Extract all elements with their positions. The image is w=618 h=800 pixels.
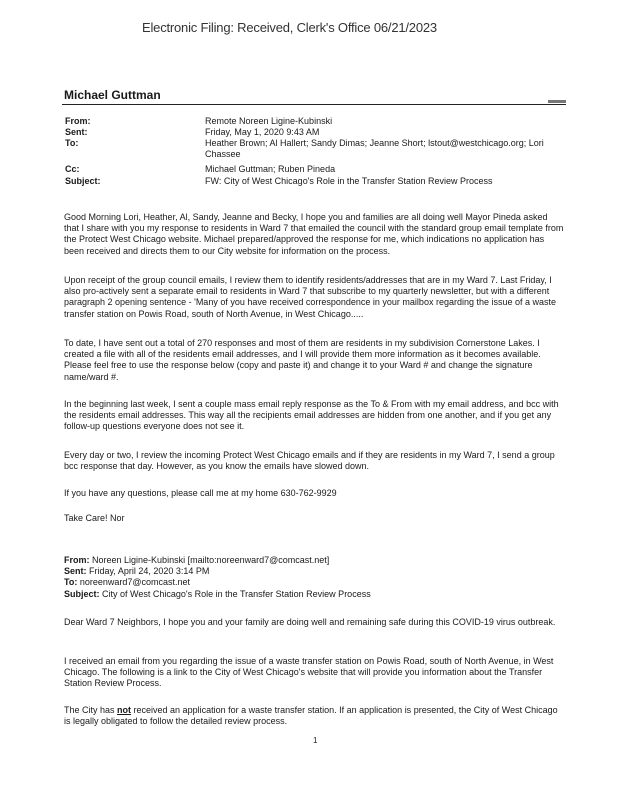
- sender-name: Michael Guttman: [64, 88, 161, 102]
- orig-from-value: Noreen Ligine-Kubinski [mailto:noreenward7@comcast.net]: [92, 555, 330, 565]
- orig-paragraph-application: [64, 705, 564, 727]
- from-value: Remote Noreen Ligine-Kubinski: [205, 116, 333, 126]
- orig-to-line: [64, 577, 564, 588]
- body-paragraph-receipt: Upon receipt of the group council emails, I review them to identify residents/addresses that are in my Ward 7. Last Friday, I also pro-actively sent a separate email to residents in Ward 7 that subscribe to my quarterly newsletter, but with a different paragraph 2 opening sentence - 'Many of you have received correspondence in your mailbox regarding the issue of a waste transfer station on Powis Road, south of North Avenue, in West Chicago.....: [64, 275, 557, 319]
- orig-sent-label: Sent:: [64, 566, 87, 576]
- orig-subject-label: Subject:: [64, 589, 100, 599]
- subject-label: Subject:: [65, 176, 101, 186]
- orig-paragraph-greeting: Dear Ward 7 Neighbors, I hope you and your family are doing well and remaining safe during this COVID-19 virus outbreak.: [64, 617, 556, 627]
- sent-label: Sent:: [65, 127, 88, 137]
- orig-paragraph-received: I received an email from you regarding the issue of a waste transfer station on Powis Road, south of North Avenue, in West Chicago. The following is a link to the City of West Chicago's website that will provide you information about the Transfer Station Review Process.: [64, 656, 554, 689]
- orig-from-label: From:: [64, 555, 90, 565]
- orig-to-value: noreenward7@comcast.net: [79, 577, 191, 587]
- from-label: From:: [65, 116, 91, 126]
- orig-paragraph-suffix: received an application for a waste transfer station. If an application is presented, the City of West Chicago is legally obligated to follow the detailed review process.: [64, 705, 558, 727]
- orig-subject-line: [64, 589, 564, 600]
- body-paragraph-greeting: Good Morning Lori, Heather, Al, Sandy, Jeanne and Becky, I hope you and families are all doing well Mayor Pineda asked that I share with you my response to residents in Ward 7 that emailed the council with the standard group email template from the Protect West Chicago website. Michael prepared/approved the response for me, which indications no application has been received and directs them to our City website for information on the process.: [64, 212, 564, 256]
- orig-sent-line: [64, 566, 564, 577]
- orig-sent-value: Friday, April 24, 2020 3:14 PM: [89, 566, 210, 576]
- cc-label: Cc:: [65, 164, 80, 174]
- orig-from-line: [64, 555, 564, 566]
- page-number: 1: [313, 736, 318, 745]
- orig-paragraph-emphasis: not: [117, 705, 132, 715]
- body-paragraph-signoff: Take Care! Nor: [64, 513, 125, 523]
- subject-value: FW: City of West Chicago's Role in the Transfer Station Review Process: [205, 176, 493, 186]
- filing-stamp: Electronic Filing: Received, Clerk's Office 06/21/2023: [142, 20, 437, 35]
- header-divider: [62, 104, 566, 105]
- to-label: To:: [65, 138, 79, 148]
- orig-paragraph-prefix: The City has: [64, 705, 118, 715]
- to-value: Heather Brown; Al Hallert; Sandy Dimas; Jeanne Short; lstout@westchicago.org; Lori Chassee: [205, 138, 544, 159]
- orig-to-label: To:: [64, 577, 78, 587]
- sent-value: Friday, May 1, 2020 9:43 AM: [205, 127, 320, 137]
- cc-value: Michael Guttman; Ruben Pineda: [205, 164, 336, 174]
- body-paragraph-to-date: To date, I have sent out a total of 270 responses and most of them are residents in my subdivision Cornerstone Lakes. I created a file with all of the residents email addresses, and I will provide them more information as it becomes available. Please feel free to use the response below (copy and paste it) and change it to your Ward # and change the signature name/ward #.: [64, 338, 541, 382]
- scan-mark: [548, 100, 566, 103]
- orig-subject-value: City of West Chicago's Role in the Transfer Station Review Process: [102, 589, 371, 599]
- body-paragraph-every-day: Every day or two, I review the incoming Protect West Chicago emails and if they are residents in my Ward 7, I send a group bcc response that day. However, as you know the emails have slowed down.: [64, 450, 555, 472]
- body-paragraph-beginning: In the beginning last week, I sent a couple mass email reply response as the To & From with my email address, and bcc with the residents email addresses. This way all the recipients email addresses are hidden from one another, and if you get any follow-up questions everyone does not see it.: [64, 399, 559, 432]
- body-paragraph-questions: If you have any questions, please call me at my home 630-762-9929: [64, 488, 337, 498]
